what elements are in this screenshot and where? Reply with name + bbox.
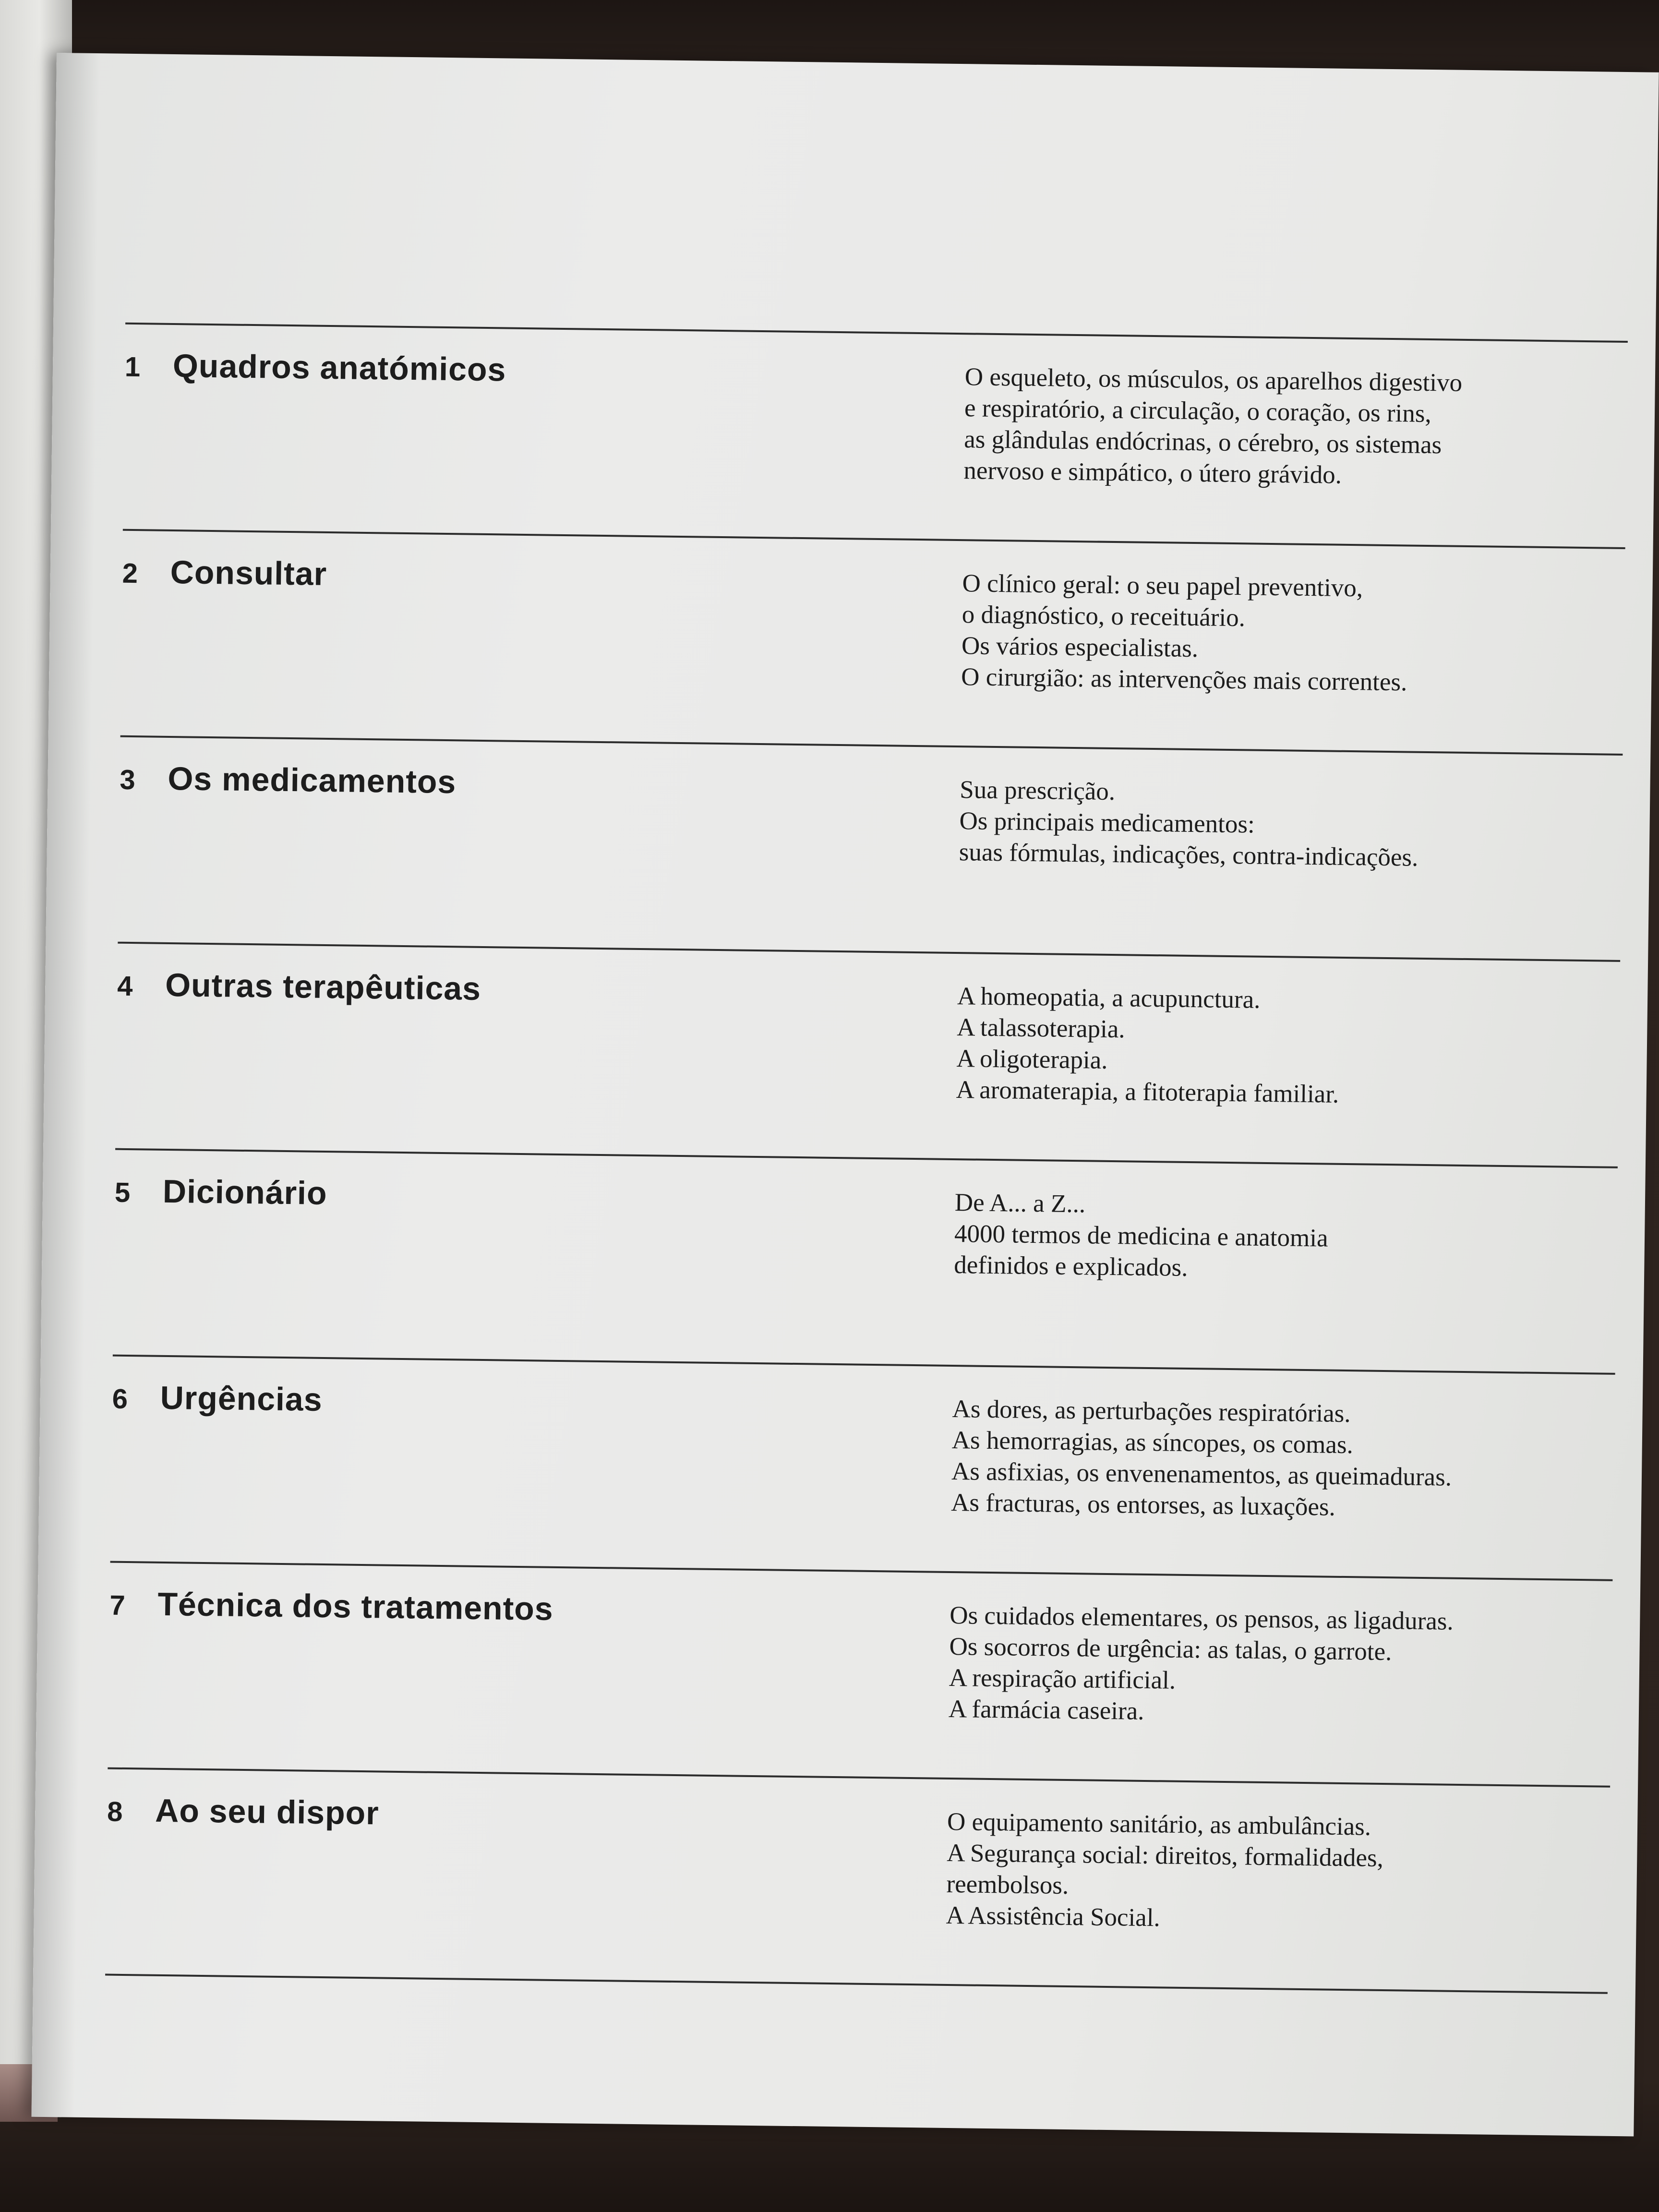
section-urgencias xyxy=(110,1374,1615,1584)
description-line: A Assistência Social. xyxy=(946,1901,1161,1932)
section-outras-terapeuticas xyxy=(115,961,1620,1171)
description-line: As asfixias, os envenenamentos, as queimaduras. xyxy=(951,1457,1452,1491)
description-line: A talassoterapia. xyxy=(956,1013,1125,1044)
divider-rule xyxy=(125,323,1628,343)
section-title: Ao seu dispor xyxy=(155,1792,380,1832)
description-line: A homeopatia, a acupunctura. xyxy=(957,982,1261,1014)
description-line: A respiração artificial. xyxy=(949,1663,1176,1695)
description-line: A Segurança social: direitos, formalidades, xyxy=(946,1839,1384,1873)
description-line: nervoso e simpático, o útero grávido. xyxy=(963,457,1342,489)
description-line: e respiratório, a circulação, o coração, os rins, xyxy=(964,394,1432,428)
description-line: As dores, as perturbações respiratórias. xyxy=(952,1395,1351,1428)
section-number: 5 xyxy=(114,1177,131,1209)
description-line: definidos e explicados. xyxy=(953,1251,1188,1282)
section-description xyxy=(946,1806,1610,1939)
section-description xyxy=(961,568,1625,701)
section-description xyxy=(951,1394,1615,1527)
description-line: o diagnóstico, o receituário. xyxy=(962,601,1246,632)
section-title: Urgências xyxy=(160,1379,323,1418)
section-heading xyxy=(117,966,481,1008)
section-heading xyxy=(115,1172,327,1212)
section-dicionario xyxy=(113,1167,1618,1378)
description-line: As hemorragias, as síncopes, os comas. xyxy=(951,1426,1354,1459)
description-line: O equipamento sanitário, as ambulâncias. xyxy=(947,1807,1371,1841)
section-number: 6 xyxy=(112,1383,129,1415)
description-line: as glândulas endócrinas, o cérebro, os sistemas xyxy=(963,425,1442,459)
section-number: 8 xyxy=(107,1796,123,1827)
description-line: O clínico geral: o seu papel preventivo, xyxy=(962,569,1363,602)
description-line: A aromaterapia, a fitoterapia familiar. xyxy=(956,1076,1339,1108)
description-line: O cirurgião: as intervenções mais correntes. xyxy=(961,663,1407,697)
section-heading xyxy=(109,1585,553,1628)
section-number: 4 xyxy=(117,970,133,1002)
section-heading xyxy=(125,347,506,389)
section-consultar xyxy=(120,548,1625,758)
section-number: 2 xyxy=(122,557,139,589)
section-description xyxy=(956,981,1620,1114)
section-title: Consultar xyxy=(170,553,327,592)
section-quadros-anatomicos xyxy=(123,342,1628,552)
section-os-medicamentos xyxy=(118,755,1623,965)
section-number: 3 xyxy=(120,764,136,796)
description-line: Os vários especialistas. xyxy=(961,632,1199,663)
section-heading xyxy=(120,759,457,801)
section-description xyxy=(949,1600,1612,1733)
description-line: Os principais medicamentos: xyxy=(959,807,1255,839)
description-line: Sua prescrição. xyxy=(960,776,1116,806)
description-line: A farmácia caseira. xyxy=(948,1695,1144,1725)
description-line: O esqueleto, os músculos, os aparelhos digestivo xyxy=(964,363,1463,397)
section-number: 1 xyxy=(124,351,141,383)
section-description xyxy=(954,1187,1617,1289)
section-heading xyxy=(107,1791,379,1832)
section-title: Quadros anatómicos xyxy=(172,348,506,388)
description-line: 4000 termos de medicina e anatomia xyxy=(954,1220,1328,1252)
section-title: Os medicamentos xyxy=(168,760,457,801)
section-tecnica-dos-tratamentos xyxy=(108,1580,1612,1791)
description-line: A oligoterapia. xyxy=(956,1045,1108,1074)
description-line: Os cuidados elementares, os pensos, as ligaduras. xyxy=(950,1601,1454,1635)
section-heading xyxy=(122,553,327,593)
section-heading xyxy=(112,1379,323,1419)
description-line: Os socorros de urgência: as talas, o garrote. xyxy=(949,1632,1392,1666)
section-title: Técnica dos tratamentos xyxy=(157,1586,554,1627)
section-ao-seu-dispor xyxy=(105,1787,1610,1997)
description-line: suas fórmulas, indicações, contra-indicações. xyxy=(959,838,1419,872)
description-line: De A... a Z... xyxy=(954,1189,1086,1218)
section-title: Outras terapêuticas xyxy=(165,966,481,1007)
section-description xyxy=(959,774,1622,876)
description-line: As fracturas, os entorses, as luxações. xyxy=(950,1488,1336,1521)
section-title: Dicionário xyxy=(162,1173,327,1212)
section-description xyxy=(963,361,1627,494)
section-number: 7 xyxy=(109,1589,126,1621)
book-page xyxy=(31,53,1659,2136)
description-line: reembolsos. xyxy=(946,1870,1069,1900)
